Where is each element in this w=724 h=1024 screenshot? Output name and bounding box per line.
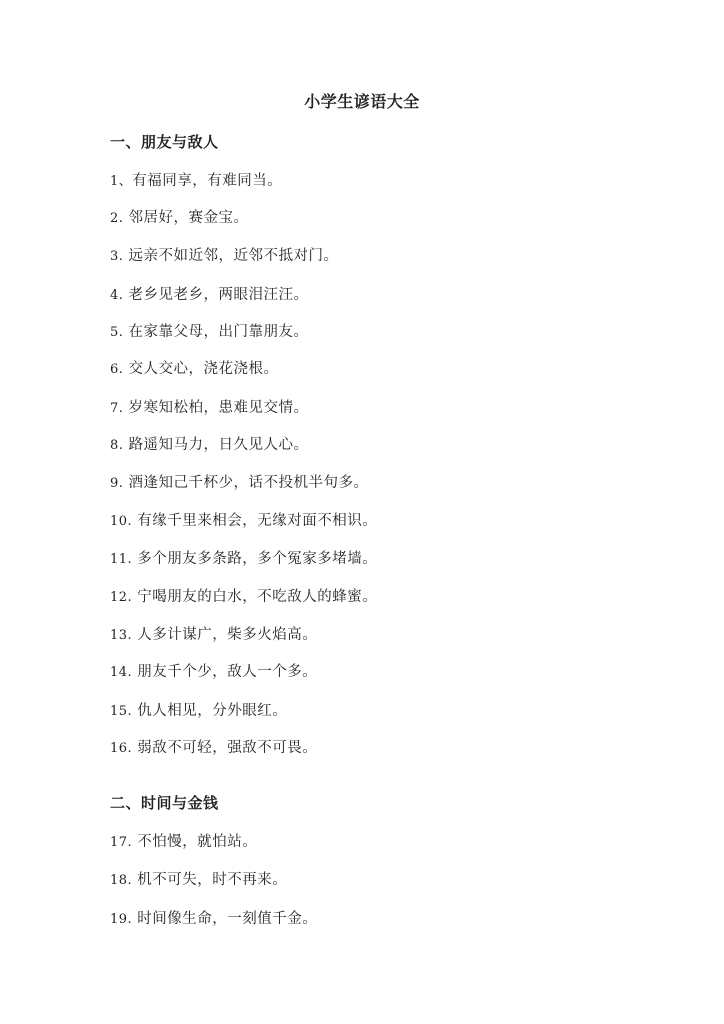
item-number: 14. <box>110 665 133 680</box>
list-item <box>110 737 317 760</box>
item-text: 路遥知马力，日久见人心。 <box>128 437 309 453</box>
list-item <box>110 397 309 420</box>
list-item <box>110 245 339 268</box>
item-text: 仇人相见，分外眼红。 <box>137 703 288 719</box>
item-number: 5. <box>110 325 124 340</box>
item-text: 弱敌不可轻，强敌不可畏。 <box>137 740 318 756</box>
item-number: 10. <box>110 514 133 529</box>
item-text: 酒逢知己千杯少，话不投机半句多。 <box>128 475 369 491</box>
item-number: 8. <box>110 438 124 453</box>
item-text: 在家靠父母，出门靠朋友。 <box>128 324 309 340</box>
item-number: 12. <box>110 590 133 605</box>
list-item <box>110 510 377 533</box>
item-number: 2. <box>110 211 124 226</box>
item-text: 邻居好，赛金宝。 <box>128 210 249 226</box>
list-item <box>110 586 377 609</box>
item-number: 1、 <box>110 174 133 189</box>
page-title: 小学生谚语大全 <box>304 92 420 111</box>
list-item <box>110 831 257 854</box>
list-item <box>110 434 309 457</box>
list-item <box>110 207 249 230</box>
item-number: 3. <box>110 249 124 264</box>
list-item <box>110 661 317 684</box>
list-item <box>110 170 282 193</box>
item-text: 多个朋友多条路，多个冤家多堵墙。 <box>137 551 378 567</box>
item-number: 15. <box>110 704 133 719</box>
item-text: 朋友千个少，敌人一个多。 <box>137 664 318 680</box>
item-number: 6. <box>110 362 124 377</box>
list-item <box>110 548 377 571</box>
item-text: 人多计谋广，柴多火焰高。 <box>137 627 318 643</box>
item-text: 时间像生命，一刻值千金。 <box>137 911 318 927</box>
item-number: 17. <box>110 835 133 850</box>
section-heading: 二、时间与金钱 <box>110 794 219 812</box>
list-item <box>110 624 317 647</box>
list-item <box>110 358 279 381</box>
list-item <box>110 869 287 892</box>
item-text: 老乡见老乡，两眼泪汪汪。 <box>128 287 309 303</box>
item-number: 18. <box>110 873 133 888</box>
item-number: 13. <box>110 628 133 643</box>
item-text: 岁寒知松柏，患难见交情。 <box>128 400 309 416</box>
item-number: 4. <box>110 288 124 303</box>
list-item <box>110 472 369 495</box>
item-number: 9. <box>110 476 124 491</box>
item-text: 远亲不如近邻，近邻不抵对门。 <box>128 248 339 264</box>
item-text: 不怕慢，就怕站。 <box>137 834 258 850</box>
list-item <box>110 908 317 931</box>
item-text: 有福同享，有难同当。 <box>132 173 283 189</box>
item-text: 有缘千里来相会，无缘对面不相识。 <box>137 513 378 529</box>
item-text: 机不可失，时不再来。 <box>137 872 288 888</box>
list-item <box>110 321 309 344</box>
list-item <box>110 284 309 307</box>
item-number: 19. <box>110 912 133 927</box>
item-number: 11. <box>110 552 133 567</box>
list-item <box>110 700 287 723</box>
item-number: 7. <box>110 401 124 416</box>
section-heading: 一、朋友与敌人 <box>110 133 219 151</box>
item-number: 16. <box>110 741 133 756</box>
item-text: 宁喝朋友的白水，不吃敌人的蜂蜜。 <box>137 589 378 605</box>
item-text: 交人交心，浇花浇根。 <box>128 361 279 377</box>
